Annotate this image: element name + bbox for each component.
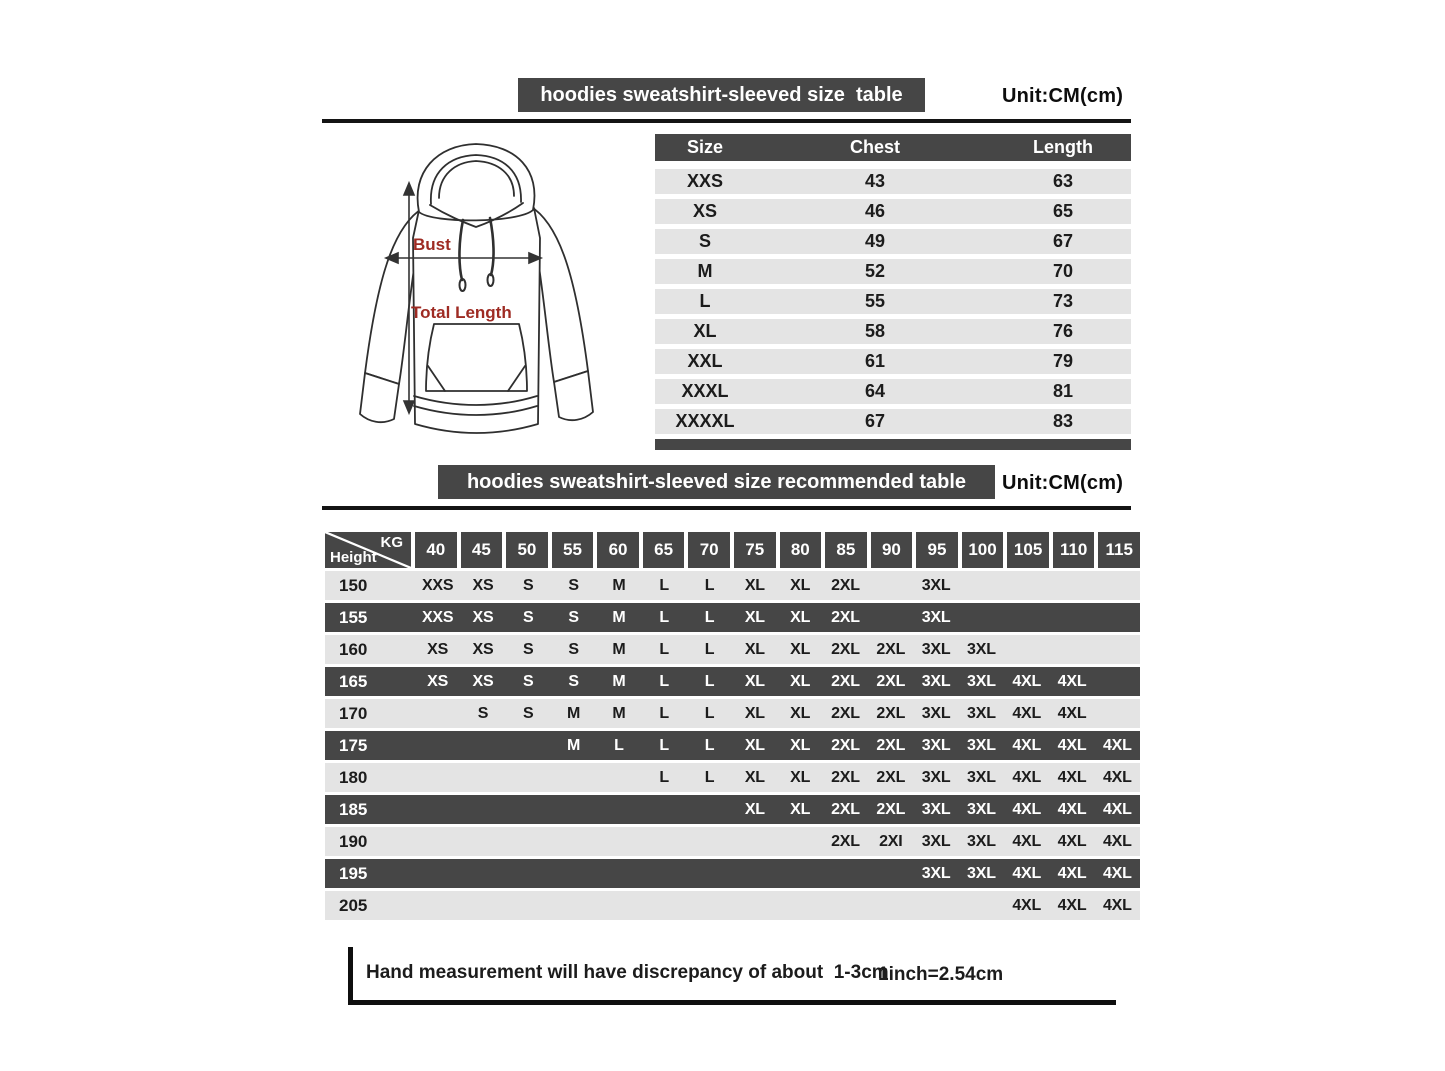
- recommended-size-cell: XL: [744, 608, 765, 626]
- recommended-size-cell: XS: [472, 640, 494, 658]
- size-recommendation-matrix: [325, 532, 1140, 920]
- size-value: S: [698, 231, 711, 251]
- recommended-size-cell: M: [567, 736, 581, 754]
- recommendation-rows: [325, 571, 1140, 920]
- recommended-size-cell: 2XL: [831, 832, 860, 850]
- recommended-size-cell: 3XL: [967, 704, 996, 722]
- length-value: 65: [1052, 201, 1074, 221]
- recommended-size-cell: XL: [744, 576, 765, 594]
- recommended-size-cell: 4XL: [1057, 864, 1087, 882]
- size-value: XL: [693, 321, 717, 341]
- recommended-size-cell: XS: [427, 672, 449, 690]
- recommended-size-cell: XL: [790, 704, 811, 722]
- recommended-size-cell: 3XL: [921, 640, 951, 658]
- height-row-205: [325, 891, 1140, 920]
- recommended-size-cell: L: [704, 576, 715, 594]
- recommended-size-cell: 2XL: [831, 640, 860, 658]
- height-row-190: [325, 827, 1140, 856]
- recommended-size-cell: 4XL: [1102, 800, 1132, 818]
- recommended-size-cell: 2XL: [831, 672, 860, 690]
- recommended-size-cell: L: [659, 768, 669, 786]
- length-value: 70: [1052, 261, 1074, 281]
- recommended-size-cell: 3XL: [921, 672, 951, 690]
- size-table-row: [655, 169, 1131, 194]
- recommended-size-cell: XS: [472, 608, 494, 626]
- recommended-size-cell: 4XL: [1012, 704, 1042, 722]
- footer-underline: [348, 1000, 1116, 1005]
- recommended-size-cell: S: [523, 576, 534, 594]
- height-row-165: [325, 667, 1140, 696]
- weight-column-header: 115: [1098, 532, 1140, 568]
- size-measurement-table: [655, 134, 1131, 450]
- hoodie-measurement-diagram: [333, 128, 620, 461]
- height-row-185: [325, 795, 1140, 824]
- measurement-discrepancy-note: Hand measurement will have discrepancy of about 1-3cm: [366, 962, 889, 983]
- recommended-size-cell: M: [612, 704, 626, 722]
- recommended-size-cell: L: [704, 736, 715, 754]
- length-value: 76: [1052, 321, 1074, 341]
- weight-column-header: 75: [734, 532, 776, 568]
- inch-conversion-note: 1inch=2.54cm: [878, 964, 1004, 985]
- chest-value: 58: [864, 321, 886, 341]
- weight-column-header: 70: [688, 532, 730, 568]
- recommended-size-cell: L: [704, 640, 715, 658]
- size-value: M: [697, 261, 713, 281]
- length-value: 73: [1052, 291, 1074, 311]
- recommended-size-cell: S: [568, 672, 579, 690]
- size-table-bottom-bar: [655, 439, 1131, 450]
- recommended-size-cell: L: [704, 768, 715, 786]
- height-row-160: [325, 635, 1140, 664]
- recommended-size-cell: 4XL: [1057, 768, 1087, 786]
- height-row-155: [325, 603, 1140, 632]
- recommended-size-cell: S: [523, 640, 534, 658]
- recommended-size-cell: 2XL: [876, 704, 906, 722]
- recommended-size-cell: 4XL: [1102, 832, 1132, 850]
- recommended-size-cell: 4XL: [1057, 704, 1087, 722]
- recommended-size-cell: XS: [472, 576, 494, 594]
- height-row-150: [325, 571, 1140, 600]
- recommended-table-title-bar: [438, 465, 995, 499]
- recommended-size-cell: 2XL: [876, 640, 906, 658]
- recommended-size-cell: 2XL: [876, 672, 906, 690]
- size-value: L: [699, 291, 711, 311]
- chest-value: 49: [864, 231, 886, 251]
- size-column-header: Size: [686, 137, 724, 157]
- size-value: XXXXL: [675, 411, 735, 431]
- recommended-size-cell: S: [523, 704, 534, 722]
- recommended-size-cell: S: [523, 608, 534, 626]
- recommended-size-cell: XL: [744, 672, 765, 690]
- chest-value: 64: [864, 381, 886, 401]
- weight-column-header: 45: [461, 532, 503, 568]
- height-label: 155: [339, 607, 368, 627]
- recommended-size-cell: XL: [790, 640, 811, 658]
- size-table-title-bar: [518, 78, 925, 112]
- divider-line: [322, 119, 1131, 123]
- recommended-size-cell: 4XL: [1057, 832, 1087, 850]
- total-length-label: Total Length: [411, 303, 512, 322]
- size-table-row: [655, 409, 1131, 434]
- recommended-size-cell: L: [659, 576, 669, 594]
- size-value: XXS: [686, 171, 724, 191]
- recommended-size-cell: XL: [744, 768, 765, 786]
- recommended-size-cell: 2XI: [879, 832, 903, 850]
- weight-column-header: 55: [552, 532, 594, 568]
- divider-line: [322, 506, 1131, 510]
- height-axis-label: Height: [330, 549, 377, 566]
- recommended-size-cell: S: [568, 608, 579, 626]
- length-value: 67: [1052, 231, 1074, 251]
- recommended-size-cell: S: [568, 576, 579, 594]
- recommended-size-cell: XXS: [421, 576, 454, 594]
- recommended-size-cell: XL: [790, 736, 811, 754]
- recommended-size-cell: XL: [744, 800, 765, 818]
- weight-header-row: [325, 532, 1140, 568]
- recommended-size-cell: XL: [790, 800, 811, 818]
- weight-column-header: 65: [643, 532, 685, 568]
- length-value: 81: [1052, 381, 1074, 401]
- recommended-size-cell: M: [612, 576, 626, 594]
- size-table-unit-label: Unit:CM(cm): [1002, 85, 1124, 107]
- recommended-size-cell: L: [704, 608, 715, 626]
- recommended-size-cell: 4XL: [1057, 800, 1087, 818]
- footer-left-bar: [348, 947, 353, 1004]
- recommended-size-cell: 3XL: [921, 608, 951, 626]
- size-table-row: [655, 379, 1131, 404]
- height-row-170: [325, 699, 1140, 728]
- recommended-size-cell: XL: [790, 576, 811, 594]
- recommended-size-cell: 3XL: [967, 864, 996, 882]
- recommended-size-cell: 4XL: [1012, 832, 1042, 850]
- recommended-size-cell: 4XL: [1102, 864, 1132, 882]
- recommended-size-cell: 4XL: [1057, 896, 1087, 914]
- height-row-175: [325, 731, 1140, 760]
- recommended-size-cell: 3XL: [921, 704, 951, 722]
- size-table-row: [655, 259, 1131, 284]
- height-label: 150: [339, 575, 368, 595]
- length-value: 79: [1052, 351, 1074, 371]
- recommended-size-cell: 3XL: [921, 832, 951, 850]
- size-table-row: [655, 289, 1131, 314]
- recommended-size-cell: 2XL: [831, 608, 860, 626]
- recommended-size-cell: 4XL: [1012, 800, 1042, 818]
- size-column-header: Chest: [849, 137, 900, 157]
- height-label: 165: [339, 671, 368, 691]
- recommended-size-cell: M: [612, 672, 626, 690]
- recommended-size-cell: L: [659, 704, 669, 722]
- kg-axis-label: KG: [380, 534, 403, 551]
- recommended-size-cell: 4XL: [1102, 896, 1132, 914]
- weight-column-header: 85: [825, 532, 867, 568]
- length-value: 83: [1052, 411, 1074, 431]
- weight-column-header: 100: [962, 532, 1004, 568]
- recommended-size-cell: S: [523, 672, 534, 690]
- recommended-size-cell: XL: [790, 768, 811, 786]
- size-table-row: [655, 349, 1131, 374]
- weight-column-header: 60: [597, 532, 639, 568]
- chest-value: 67: [864, 411, 886, 431]
- height-label: 180: [339, 767, 368, 787]
- recommended-size-cell: 3XL: [921, 768, 951, 786]
- height-row-180: [325, 763, 1140, 792]
- height-label: 160: [339, 639, 368, 659]
- recommended-size-cell: XS: [472, 672, 494, 690]
- recommended-size-cell: 2XL: [831, 736, 860, 754]
- recommended-size-cell: 2XL: [831, 768, 860, 786]
- height-kg-corner-cell: [325, 532, 411, 568]
- recommended-size-cell: 2XL: [876, 800, 906, 818]
- recommended-size-cell: 4XL: [1102, 768, 1132, 786]
- recommended-size-cell: 4XL: [1012, 864, 1042, 882]
- height-label: 190: [339, 831, 368, 851]
- height-label: 205: [339, 895, 368, 915]
- recommended-size-cell: 2XL: [831, 576, 860, 594]
- bust-label: Bust: [413, 235, 451, 254]
- weight-column-header: 90: [871, 532, 913, 568]
- size-table-row: [655, 319, 1131, 344]
- size-value: XXXL: [681, 381, 729, 401]
- recommended-size-cell: 2XL: [831, 800, 860, 818]
- recommended-size-cell: 2XL: [831, 704, 860, 722]
- recommended-size-cell: M: [612, 608, 626, 626]
- recommended-size-cell: L: [659, 608, 669, 626]
- size-value: XS: [692, 201, 717, 221]
- recommended-size-cell: L: [704, 672, 715, 690]
- size-table-rows: [655, 169, 1131, 434]
- recommended-size-cell: XL: [744, 640, 765, 658]
- recommended-size-cell: L: [659, 736, 669, 754]
- length-value: 63: [1052, 171, 1074, 191]
- recommended-size-cell: 3XL: [921, 800, 951, 818]
- chest-value: 55: [864, 291, 886, 311]
- height-label: 195: [339, 863, 368, 883]
- recommended-size-cell: 4XL: [1102, 736, 1132, 754]
- recommended-size-cell: 3XL: [967, 768, 996, 786]
- weight-column-header: 50: [506, 532, 548, 568]
- chest-value: 52: [864, 261, 886, 281]
- height-label: 170: [339, 703, 368, 723]
- recommended-size-cell: 3XL: [967, 640, 996, 658]
- recommended-size-cell: M: [567, 704, 581, 722]
- recommended-size-cell: 3XL: [967, 736, 996, 754]
- recommended-size-cell: XS: [427, 640, 449, 658]
- size-table-row: [655, 229, 1131, 254]
- recommended-size-cell: L: [614, 736, 624, 754]
- recommended-size-cell: XL: [790, 672, 811, 690]
- recommended-size-cell: 3XL: [921, 576, 951, 594]
- recommended-size-cell: 4XL: [1057, 736, 1087, 754]
- recommended-table-unit-label: Unit:CM(cm): [1002, 472, 1124, 494]
- recommended-size-cell: 4XL: [1012, 896, 1042, 914]
- weight-column-header: 95: [916, 532, 958, 568]
- recommended-size-cell: S: [568, 640, 579, 658]
- chest-value: 43: [864, 171, 886, 191]
- recommended-size-cell: L: [704, 704, 715, 722]
- chest-value: 61: [864, 351, 886, 371]
- recommended-size-cell: XXS: [421, 608, 454, 626]
- height-label: 185: [339, 799, 368, 819]
- recommended-size-cell: 3XL: [921, 736, 951, 754]
- recommended-size-cell: 3XL: [967, 832, 996, 850]
- size-table-title: hoodies sweatshirt-sleeved size table: [540, 83, 903, 106]
- recommended-size-cell: 4XL: [1057, 672, 1087, 690]
- recommended-size-cell: 4XL: [1012, 736, 1042, 754]
- recommended-size-cell: S: [477, 704, 489, 722]
- recommended-size-cell: L: [659, 640, 669, 658]
- recommended-size-cell: 3XL: [967, 800, 996, 818]
- height-label: 175: [339, 735, 368, 755]
- recommended-size-cell: 2XL: [876, 768, 906, 786]
- recommended-size-cell: 4XL: [1012, 672, 1042, 690]
- recommended-size-cell: XL: [790, 608, 811, 626]
- recommended-size-cell: 3XL: [921, 864, 951, 882]
- size-table-row: [655, 199, 1131, 224]
- weight-column-header: 110: [1053, 532, 1095, 568]
- weight-column-header: 80: [780, 532, 822, 568]
- chest-value: 46: [864, 201, 886, 221]
- recommended-size-cell: 3XL: [967, 672, 996, 690]
- recommended-size-cell: L: [659, 672, 669, 690]
- hoodie-outline: [360, 144, 593, 433]
- weight-column-header: 40: [415, 532, 457, 568]
- height-row-195: [325, 859, 1140, 888]
- size-column-header: Length: [1033, 137, 1093, 157]
- recommended-size-cell: 2XL: [876, 736, 906, 754]
- recommended-size-cell: XL: [744, 736, 765, 754]
- recommended-size-cell: M: [612, 640, 626, 658]
- size-table-header-row: [655, 134, 1131, 161]
- recommended-size-cell: 4XL: [1012, 768, 1042, 786]
- recommended-table-title: hoodies sweatshirt-sleeved size recommended table: [466, 470, 967, 493]
- recommended-size-cell: XL: [744, 704, 765, 722]
- weight-column-header: 105: [1007, 532, 1049, 568]
- size-value: XXL: [687, 351, 723, 371]
